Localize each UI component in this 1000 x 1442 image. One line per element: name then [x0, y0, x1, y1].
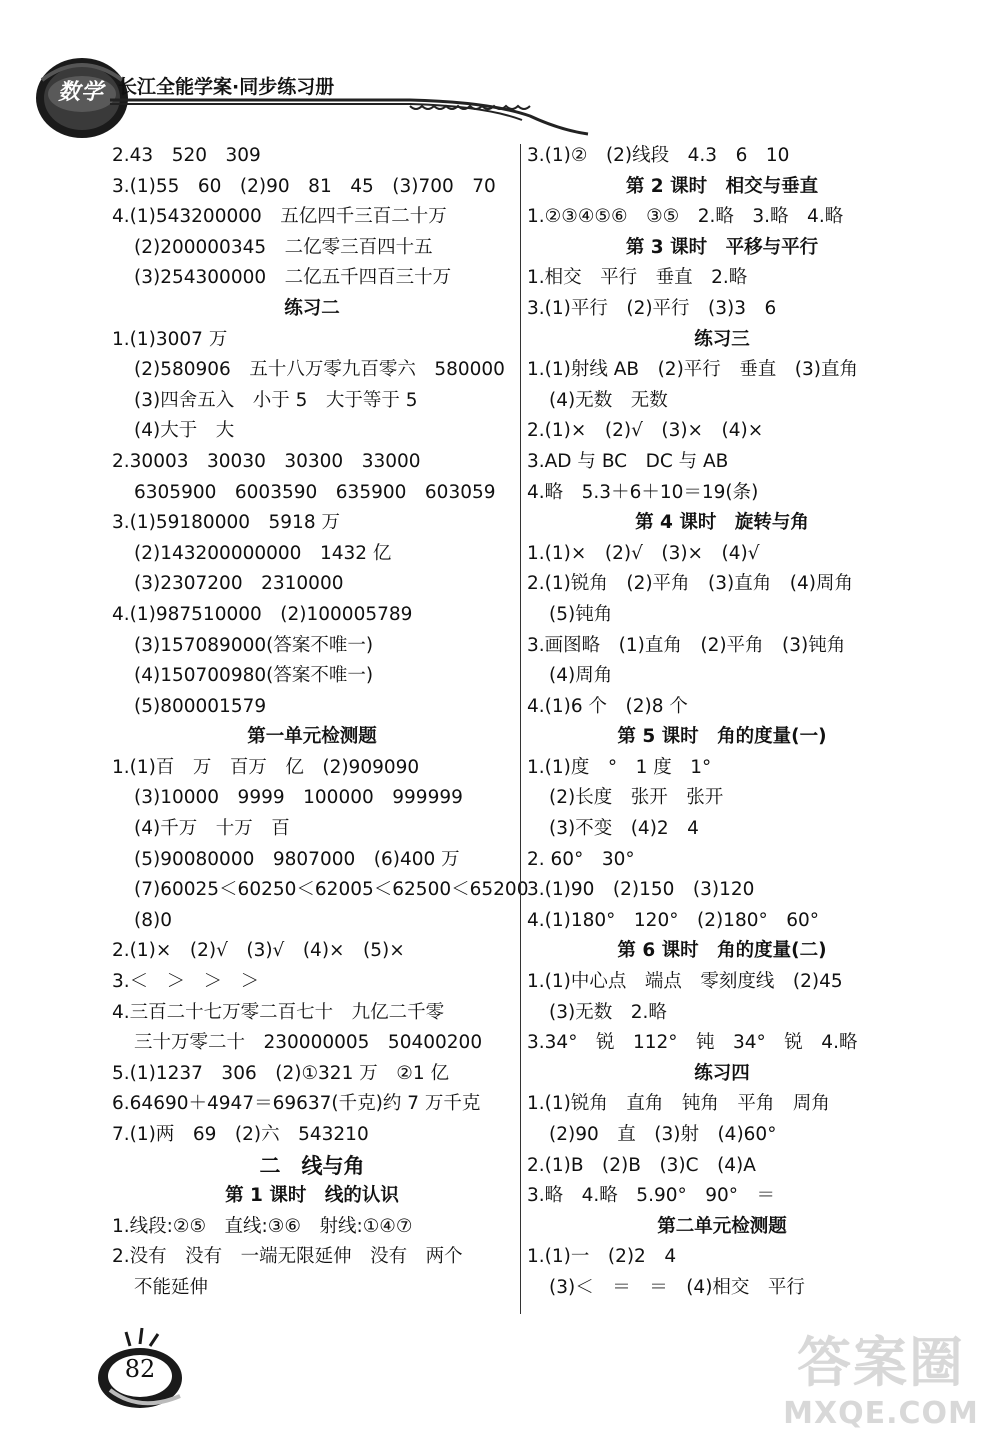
column-divider	[520, 144, 521, 1314]
answer-line: 3.AD 与 BC DC 与 AB	[527, 450, 729, 472]
answer-line: 1.(1)中心点 端点 零刻度线 (2)45	[527, 971, 843, 993]
answer-line: 2.43 520 309	[112, 145, 261, 166]
answer-line: 1.(1)射线 AB (2)平行 垂直 (3)直角	[527, 359, 858, 381]
answer-line: (4)千万 十万 百	[134, 818, 290, 840]
answer-line: (3)不变 (4)2 4	[549, 818, 699, 840]
answer-line: (3)无数 2.略	[549, 1001, 667, 1023]
answer-line: 4.(1)6 个 (2)8 个	[527, 695, 688, 717]
section-heading: 练习三	[694, 328, 750, 350]
answer-line: 3.(1)59180000 5918 万	[112, 512, 340, 534]
answer-line: 4.(1)180° 120° (2)180° 60°	[527, 909, 820, 931]
answer-line: 3.略 4.略 5.90° 90° ＝	[527, 1185, 776, 1207]
answer-line: 3.画图略 (1)直角 (2)平角 (3)钝角	[527, 634, 846, 656]
answer-line: 4.三百二十七万零二百七十 九亿二千零	[112, 1001, 445, 1023]
answer-line: (2)143200000000 1432 亿	[134, 542, 392, 564]
answer-line: (2)200000345 二亿零三百四十五	[134, 236, 433, 258]
answer-line: 3.(1)55 60 (2)90 81 45 (3)700 70	[112, 175, 496, 197]
answer-line: 1.(1)锐角 直角 钝角 平角 周角	[527, 1093, 830, 1115]
answer-line: (4)大于 大	[134, 420, 235, 442]
answer-line: 7.(1)两 69 (2)六 543210	[112, 1124, 369, 1145]
answer-line: 不能延伸	[134, 1276, 209, 1298]
answer-line: 1.相交 平行 垂直 2.略	[527, 267, 748, 289]
answer-line: 5.(1)1237 306 (2)①321 万 ②1 亿	[112, 1062, 449, 1084]
answer-line: 三十万零二十 230000005 50400200	[134, 1032, 483, 1054]
section-heading: 第二单元检测题	[657, 1215, 787, 1237]
answer-line: 2.(1)× (2)√ (3)× (4)×	[527, 420, 764, 442]
answer-line: (3)157089000(答案不唯一)	[134, 634, 374, 656]
section-heading: 第 4 课时 旋转与角	[635, 512, 809, 534]
answer-line: (5)800001579	[134, 695, 267, 717]
answer-line: 6305900 6003590 635900 603059	[134, 481, 496, 503]
answer-line: 2.(1)B (2)B (3)C (4)A	[527, 1154, 756, 1176]
watermark-logo: 答案圈	[797, 1331, 965, 1394]
answer-line: (4)无数 无数	[549, 389, 668, 411]
section-heading: 第 1 课时 线的认识	[225, 1185, 399, 1207]
answer-line: 4.(1)543200000 五亿四千三百二十万	[112, 206, 447, 228]
answer-line: 3.(1)90 (2)150 (3)120	[527, 879, 755, 901]
answer-line: 3.＜ ＞ ＞ ＞	[112, 971, 260, 993]
answer-line: 3.34° 锐 112° 钝 34° 锐 4.略	[527, 1032, 858, 1054]
watermark-url: MXQE.COM	[783, 1396, 979, 1431]
header-decorative-rule	[110, 96, 590, 136]
answer-line: (2)90 直 (3)射 (4)60°	[549, 1124, 777, 1145]
section-heading: 练习二	[284, 297, 340, 319]
answer-line: 4.略 5.3＋6＋10＝19(条)	[527, 481, 759, 503]
answer-line: 3.(1)平行 (2)平行 (3)3 6	[527, 297, 777, 319]
answer-line: (2)580906 五十八万零九百零六 580000	[134, 359, 505, 381]
section-heading: 练习四	[694, 1062, 750, 1084]
math-badge-label: 数学	[57, 79, 104, 105]
answer-line: 1.(1)度 ° 1 度 1°	[527, 756, 712, 778]
page-number: 82	[124, 1355, 156, 1383]
section-heading: 第 6 课时 角的度量(二)	[617, 940, 827, 962]
page-header	[0, 0, 1000, 140]
answer-line: 1.(1)3007 万	[112, 328, 228, 350]
answer-line: (3)＜ ＝ ＝ (4)相交 平行	[549, 1276, 805, 1298]
section-heading: 第 3 课时 平移与平行	[625, 236, 819, 258]
right-column	[527, 141, 917, 1304]
section-heading: 第 5 课时 角的度量(一)	[617, 726, 827, 748]
answer-line: 2.没有 没有 一端无限延伸 没有 两个	[112, 1246, 463, 1268]
section-heading: 第一单元检测题	[247, 726, 377, 748]
answer-line: (3)2307200 2310000	[134, 573, 344, 595]
answer-line: 2.(1)锐角 (2)平角 (3)直角 (4)周角	[527, 573, 853, 595]
answer-line: (7)60025＜60250＜62005＜62500＜65200	[134, 879, 529, 901]
answer-line: 2. 60° 30°	[527, 848, 635, 870]
answer-line: (2)长度 张开 张开	[549, 787, 724, 809]
watermark	[770, 1320, 992, 1438]
answer-line: 1.(1)× (2)√ (3)× (4)√	[527, 542, 760, 564]
answer-line: 1.(1)一 (2)2 4	[527, 1246, 677, 1268]
section-heading: 二 线与角	[259, 1153, 365, 1178]
series-title: 长江全能学案·同步练习册	[118, 76, 335, 98]
answer-line: (4)周角	[549, 665, 613, 687]
answer-line: (5)90080000 9807000 (6)400 万	[134, 848, 460, 870]
answer-line: 3.(1)② (2)线段 4.3 6 10	[527, 145, 790, 166]
answer-line: (3)四舍五入 小于 5 大于等于 5	[134, 389, 418, 411]
answer-line: (4)150700980(答案不唯一)	[134, 665, 374, 687]
answer-line: 1.(1)百 万 百万 亿 (2)909090	[112, 756, 420, 778]
section-heading: 第 2 课时 相交与垂直	[625, 175, 819, 197]
answer-line: 1.线段:②⑤ 直线:③⑥ 射线:①④⑦	[112, 1215, 413, 1237]
answer-line: 6.64690＋4947＝69637(千克)约 7 万千克	[112, 1093, 481, 1115]
answer-line: (3)254300000 二亿五千四百三十万	[134, 267, 452, 289]
answer-line: 2.(1)× (2)√ (3)√ (4)× (5)×	[112, 940, 405, 962]
answer-line: (8)0	[134, 909, 172, 931]
answer-line: (3)10000 9999 100000 999999	[134, 787, 463, 809]
answer-line: (5)钝角	[549, 603, 613, 625]
answer-line: 4.(1)987510000 (2)100005789	[112, 603, 413, 625]
left-column	[112, 141, 529, 1304]
answer-line: 2.30003 30030 30300 33000	[112, 450, 421, 472]
answer-line: 1.②③④⑤⑥ ③⑤ 2.略 3.略 4.略	[527, 206, 844, 228]
